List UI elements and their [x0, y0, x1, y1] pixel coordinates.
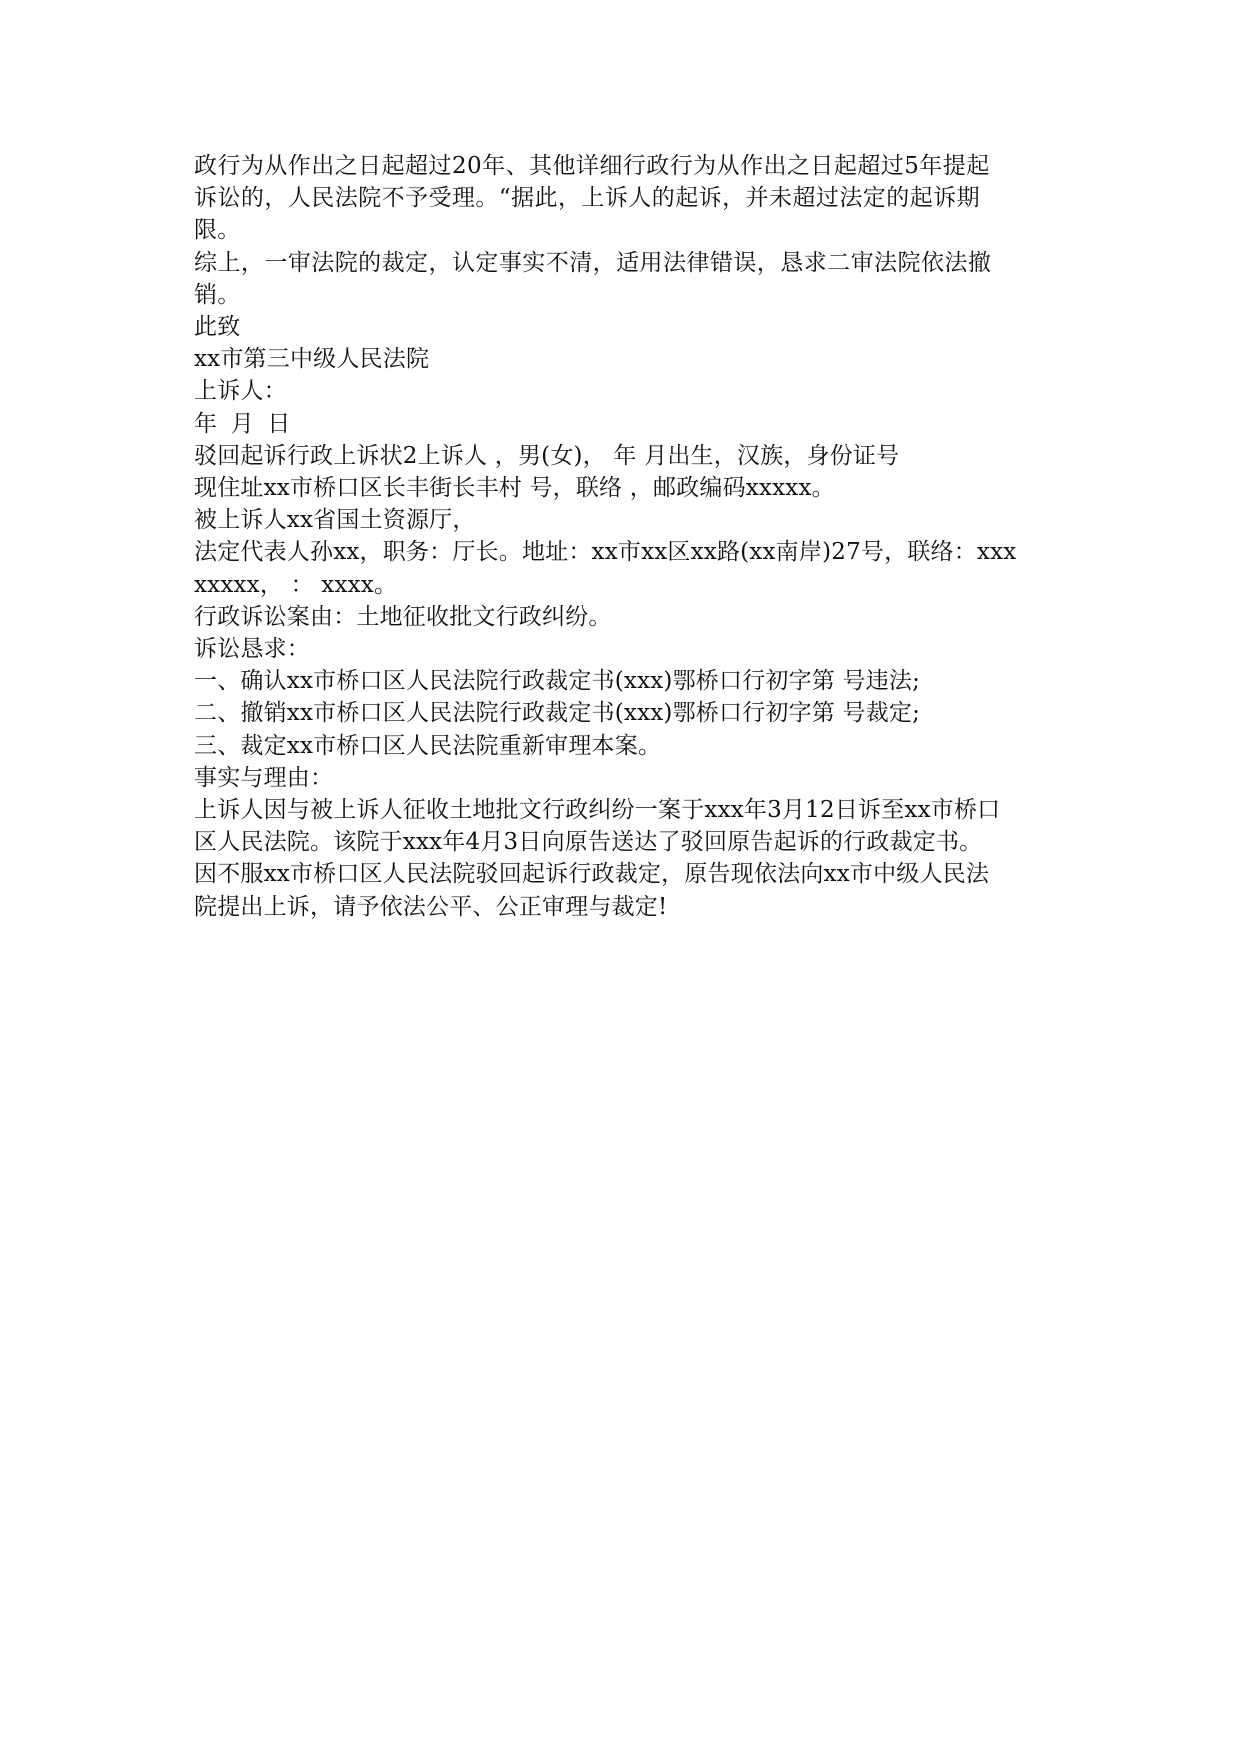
date-line: 年 月 日 — [194, 410, 291, 437]
text-line: 现住址xx市桥口区长丰街长丰村 号，联络 ，邮政编码xxxxx。 — [194, 475, 835, 502]
text-line: 法定代表人孙xx，职务：厅长。地址：xx市xx区xx路(xx南岸)27号，联络：xxx — [194, 539, 1017, 566]
text-line: 限。 — [194, 217, 241, 244]
court-name: xx市第三中级人民法院 — [194, 346, 430, 373]
text-line: 上诉人因与被上诉人征收土地批文行政纠纷一案于xxx年3月12日诉至xx市桥口 — [194, 797, 1001, 824]
text-line: 驳回起诉行政上诉状2上诉人 ，男(女)， 年 月出生，汉族，身份证号 — [194, 442, 900, 469]
section-heading: 事实与理由： — [194, 764, 334, 791]
text-line: 行政诉讼案由：土地征收批文行政纠纷。 — [194, 603, 612, 630]
text-line: xxxxx， ： xxxx。 — [194, 571, 398, 598]
text-line: 因不服xx市桥口区人民法院驳回起诉行政裁定，原告现依法向xx市中级人民法 — [194, 861, 990, 888]
salutation: 此致 — [194, 314, 241, 341]
document-body — [194, 150, 1054, 923]
text-line: 政行为从作出之日起超过20年、其他详细行政行为从作出之日起超过5年提起 — [194, 153, 990, 179]
list-item: 一、确认xx市桥口区人民法院行政裁定书(xxx)鄂桥口行初字第 号违法; — [194, 668, 921, 695]
text-line: 销。 — [194, 281, 241, 308]
text-line: 区人民法院。该院于xxx年4月3日向原告送达了驳回原告起诉的行政裁定书。 — [194, 829, 983, 856]
list-item: 三、裁定xx市桥口区人民法院重新审理本案。 — [194, 732, 662, 759]
section-heading: 诉讼恳求： — [194, 636, 310, 663]
list-item: 二、撤销xx市桥口区人民法院行政裁定书(xxx)鄂桥口行初字第 号裁定; — [194, 700, 921, 727]
text-line: 诉讼的，人民法院不予受理。“据此，上诉人的起诉，并未超过法定的起诉期 — [194, 185, 981, 212]
text-line: 院提出上诉，请予依法公平、公正审理与裁定! — [194, 893, 668, 920]
text-line: 综上，一审法院的裁定，认定事实不清，适用法律错误，恳求二审法院依法撤 — [194, 249, 992, 276]
text-line: 被上诉人xx省国土资源厅， — [194, 507, 476, 534]
appellant-signature-label: 上诉人： — [194, 378, 287, 405]
